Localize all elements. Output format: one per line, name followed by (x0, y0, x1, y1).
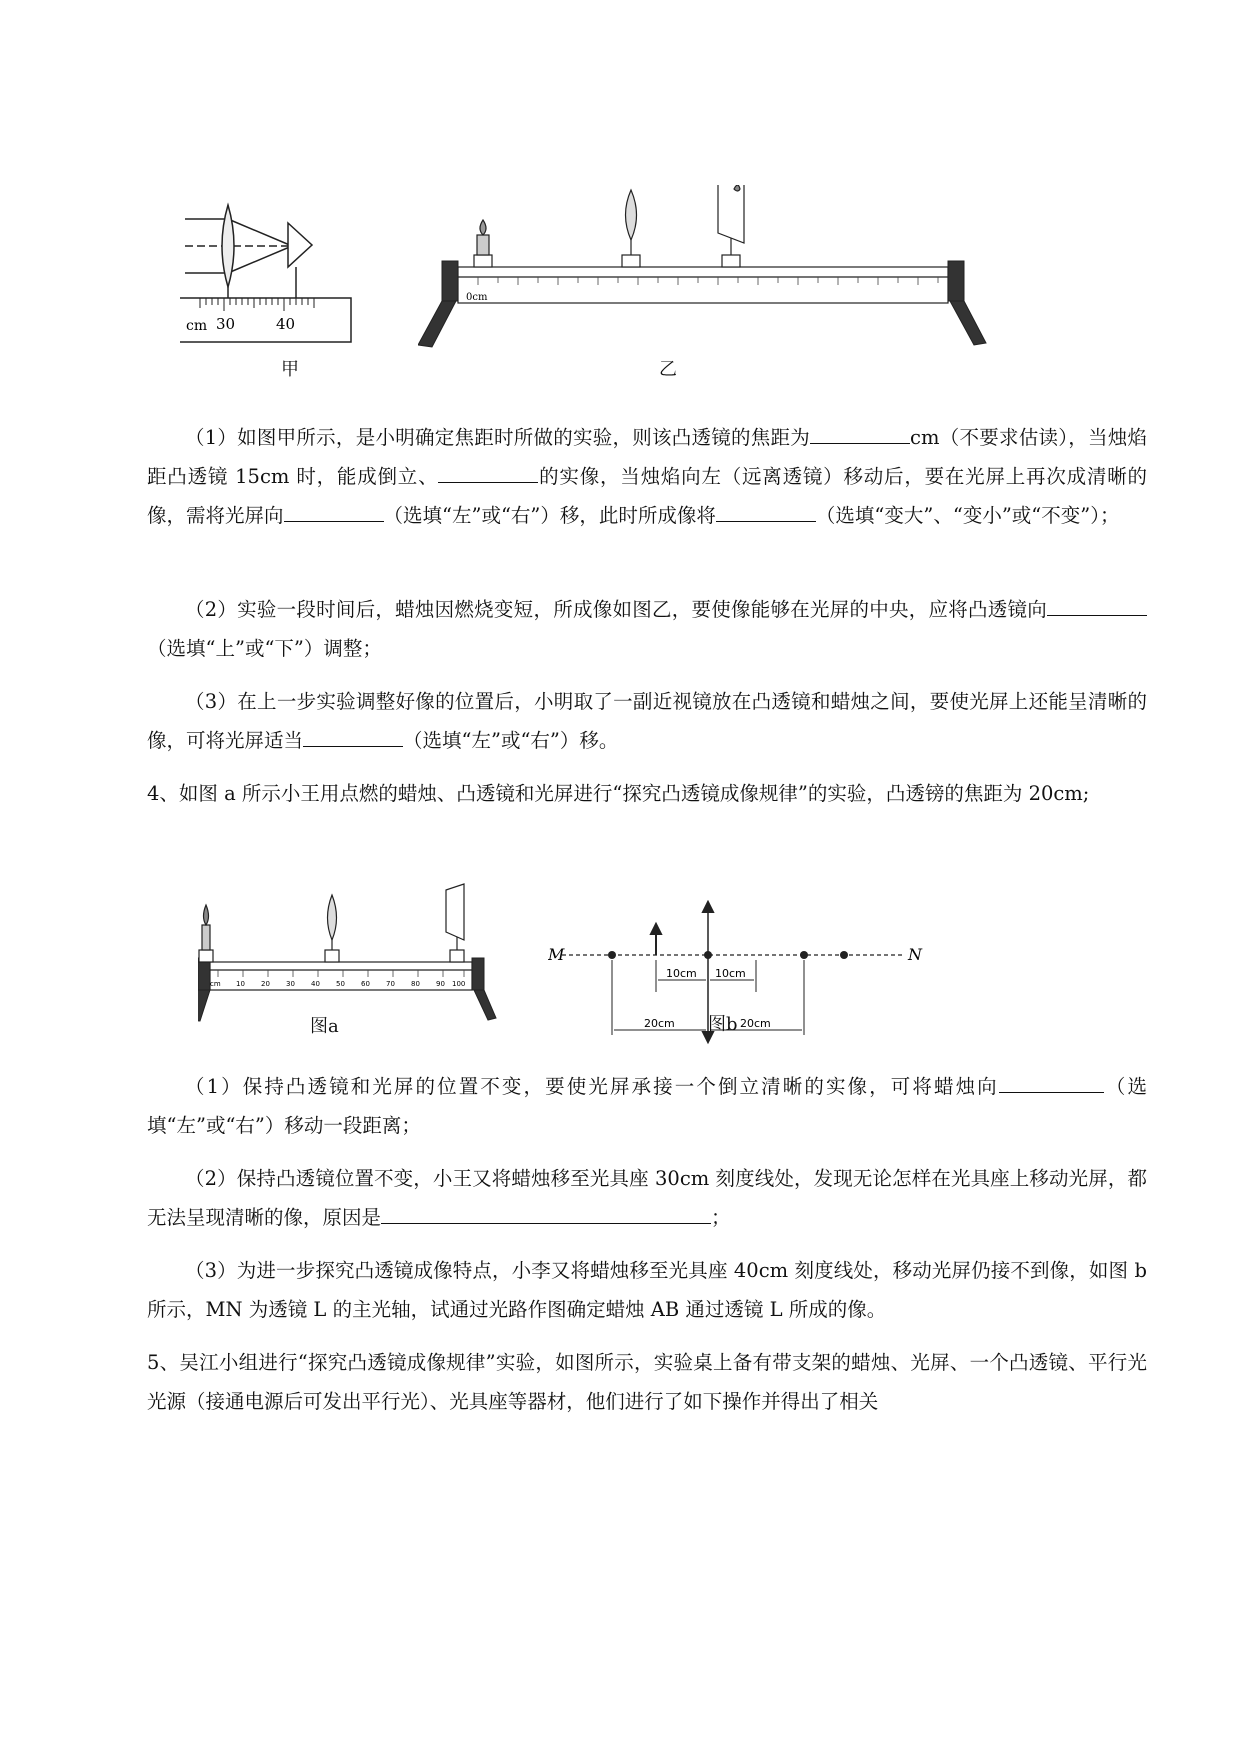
q3-p2-text2: （选填“上”或“下”）调整； (147, 637, 382, 660)
q3-p2-text1: （2）实验一段时间后，蜡烛因燃烧变短，所成像如图乙，要使像能够在光屏的中央，应将凸透镜向 (185, 598, 1047, 621)
q3-p1-text3: 的实像，当烛焰向左（远离透镜）移动后，要在光屏上再次成清晰的像，需将光屏向 (147, 465, 1147, 527)
a-ruler-30: 30 (286, 980, 295, 988)
dim-10cm-right: 10cm (715, 967, 746, 980)
a-ruler-50: 50 (336, 980, 345, 988)
a-ruler-40: 40 (311, 980, 320, 988)
a-ruler-unit: cm (210, 980, 221, 988)
caption-a: 图a (310, 1016, 339, 1037)
dim-10cm-left: 10cm (666, 967, 697, 980)
yi-ruler-zero: 0cm (466, 292, 488, 303)
answer-blank-image-size[interactable] (716, 499, 816, 522)
a-ruler-70: 70 (386, 980, 395, 988)
jia-ruler-unit: cm (186, 318, 208, 334)
jia-ruler-30: 30 (216, 315, 236, 333)
a-ruler-90: 90 (436, 980, 445, 988)
figure-yi (418, 185, 988, 375)
caption-yi: 乙 (659, 359, 677, 380)
q4-p2-text1: （2）保持凸透镜位置不变，小王又将蜡烛移至光具座 30cm 刻度线处，发现无论怎样在光具座上移动光屏，都无法呈现清晰的像，原因是 (147, 1167, 1147, 1229)
q3-p3-text1: （3）在上一步实验调整好像的位置后，小明取了一副近视镜放在凸透镜和蜡烛之间，要使光屏上还能呈清晰的像，可将光屏适当 (147, 690, 1147, 752)
a-ruler-10: 10 (236, 980, 245, 988)
a-ruler-60: 60 (361, 980, 370, 988)
a-ruler-80: 80 (411, 980, 420, 988)
q3-p1-text5: （选填“变大”、“变小”或“不变”）； (815, 504, 1120, 527)
axis-label-n: N (908, 945, 922, 964)
q4-part3: （3）为进一步探究凸透镜成像特点，小李又将蜡烛移至光具座 40cm 刻度线处，移动光屏仍接不到像，如图 b 所示，MN 为透镜 L 的主光轴，试通过光路作图确定蜡烛 AB 通过透镜 L 所成的像。 (147, 1259, 1147, 1321)
answer-blank-reason[interactable] (381, 1201, 711, 1224)
figure-a (198, 880, 498, 1050)
figure-jia (180, 195, 400, 375)
q3-part2 (147, 590, 1147, 668)
figure-b (548, 900, 928, 1060)
dim-20cm-left: 20cm (644, 1017, 675, 1030)
q4-part1 (147, 1067, 1147, 1145)
q3-part3 (147, 682, 1147, 760)
dim-20cm-right: 20cm (740, 1017, 771, 1030)
answer-blank-myopia-screen[interactable] (303, 724, 403, 747)
q3-p1-text4: （选填“左”或“右”）移，此时所成像将 (383, 504, 716, 527)
q3-part1 (147, 418, 1147, 535)
jia-ruler-40: 40 (276, 315, 296, 333)
q4-intro: 4、如图 a 所示小王用点燃的蜡烛、凸透镜和光屏进行“探究凸透镜成像规律”的实验，凸透镑的焦距为 20cm; (147, 782, 1090, 805)
caption-jia: 甲 (281, 359, 299, 380)
answer-blank-candle-direction[interactable] (999, 1070, 1104, 1093)
a-ruler-20: 20 (261, 980, 270, 988)
q4-part2 (147, 1159, 1147, 1237)
answer-blank-focal-length[interactable] (810, 421, 910, 444)
answer-blank-image-type[interactable] (438, 460, 538, 483)
answer-blank-lens-direction[interactable] (1047, 593, 1147, 616)
a-ruler-100: 100 (452, 980, 466, 988)
q3-p3-text2: （选填“左”或“右”）移。 (403, 729, 619, 752)
q4-p1-text1: （1）保持凸透镜和光屏的位置不变，要使光屏承接一个倒立清晰的实像，可将蜡烛向 (185, 1075, 999, 1098)
q4-p1-text2: （选填“左”或“右”）移动一段距离； (147, 1075, 1147, 1137)
q3-p1-text1: （1）如图甲所示，是小明确定焦距时所做的实验，则该凸透镜的焦距为 (185, 426, 811, 449)
answer-blank-screen-direction[interactable] (284, 499, 384, 522)
axis-label-m: M (548, 945, 565, 964)
q3-p1-text2: cm（不要求估读），当烛焰距凸透镜 15cm 时，能成倒立、 (147, 426, 1147, 488)
q5-intro: 5、吴江小组进行“探究凸透镜成像规律”实验，如图所示，实验桌上备有带支架的蜡烛、光屏、一个凸透镜、平行光光源（接通电源后可发出平行光）、光具座等器材，他们进行了如下操作并得出了相关 (147, 1351, 1147, 1413)
caption-b: 图b (708, 1014, 738, 1035)
q4-p2-text2: ； (711, 1206, 731, 1229)
